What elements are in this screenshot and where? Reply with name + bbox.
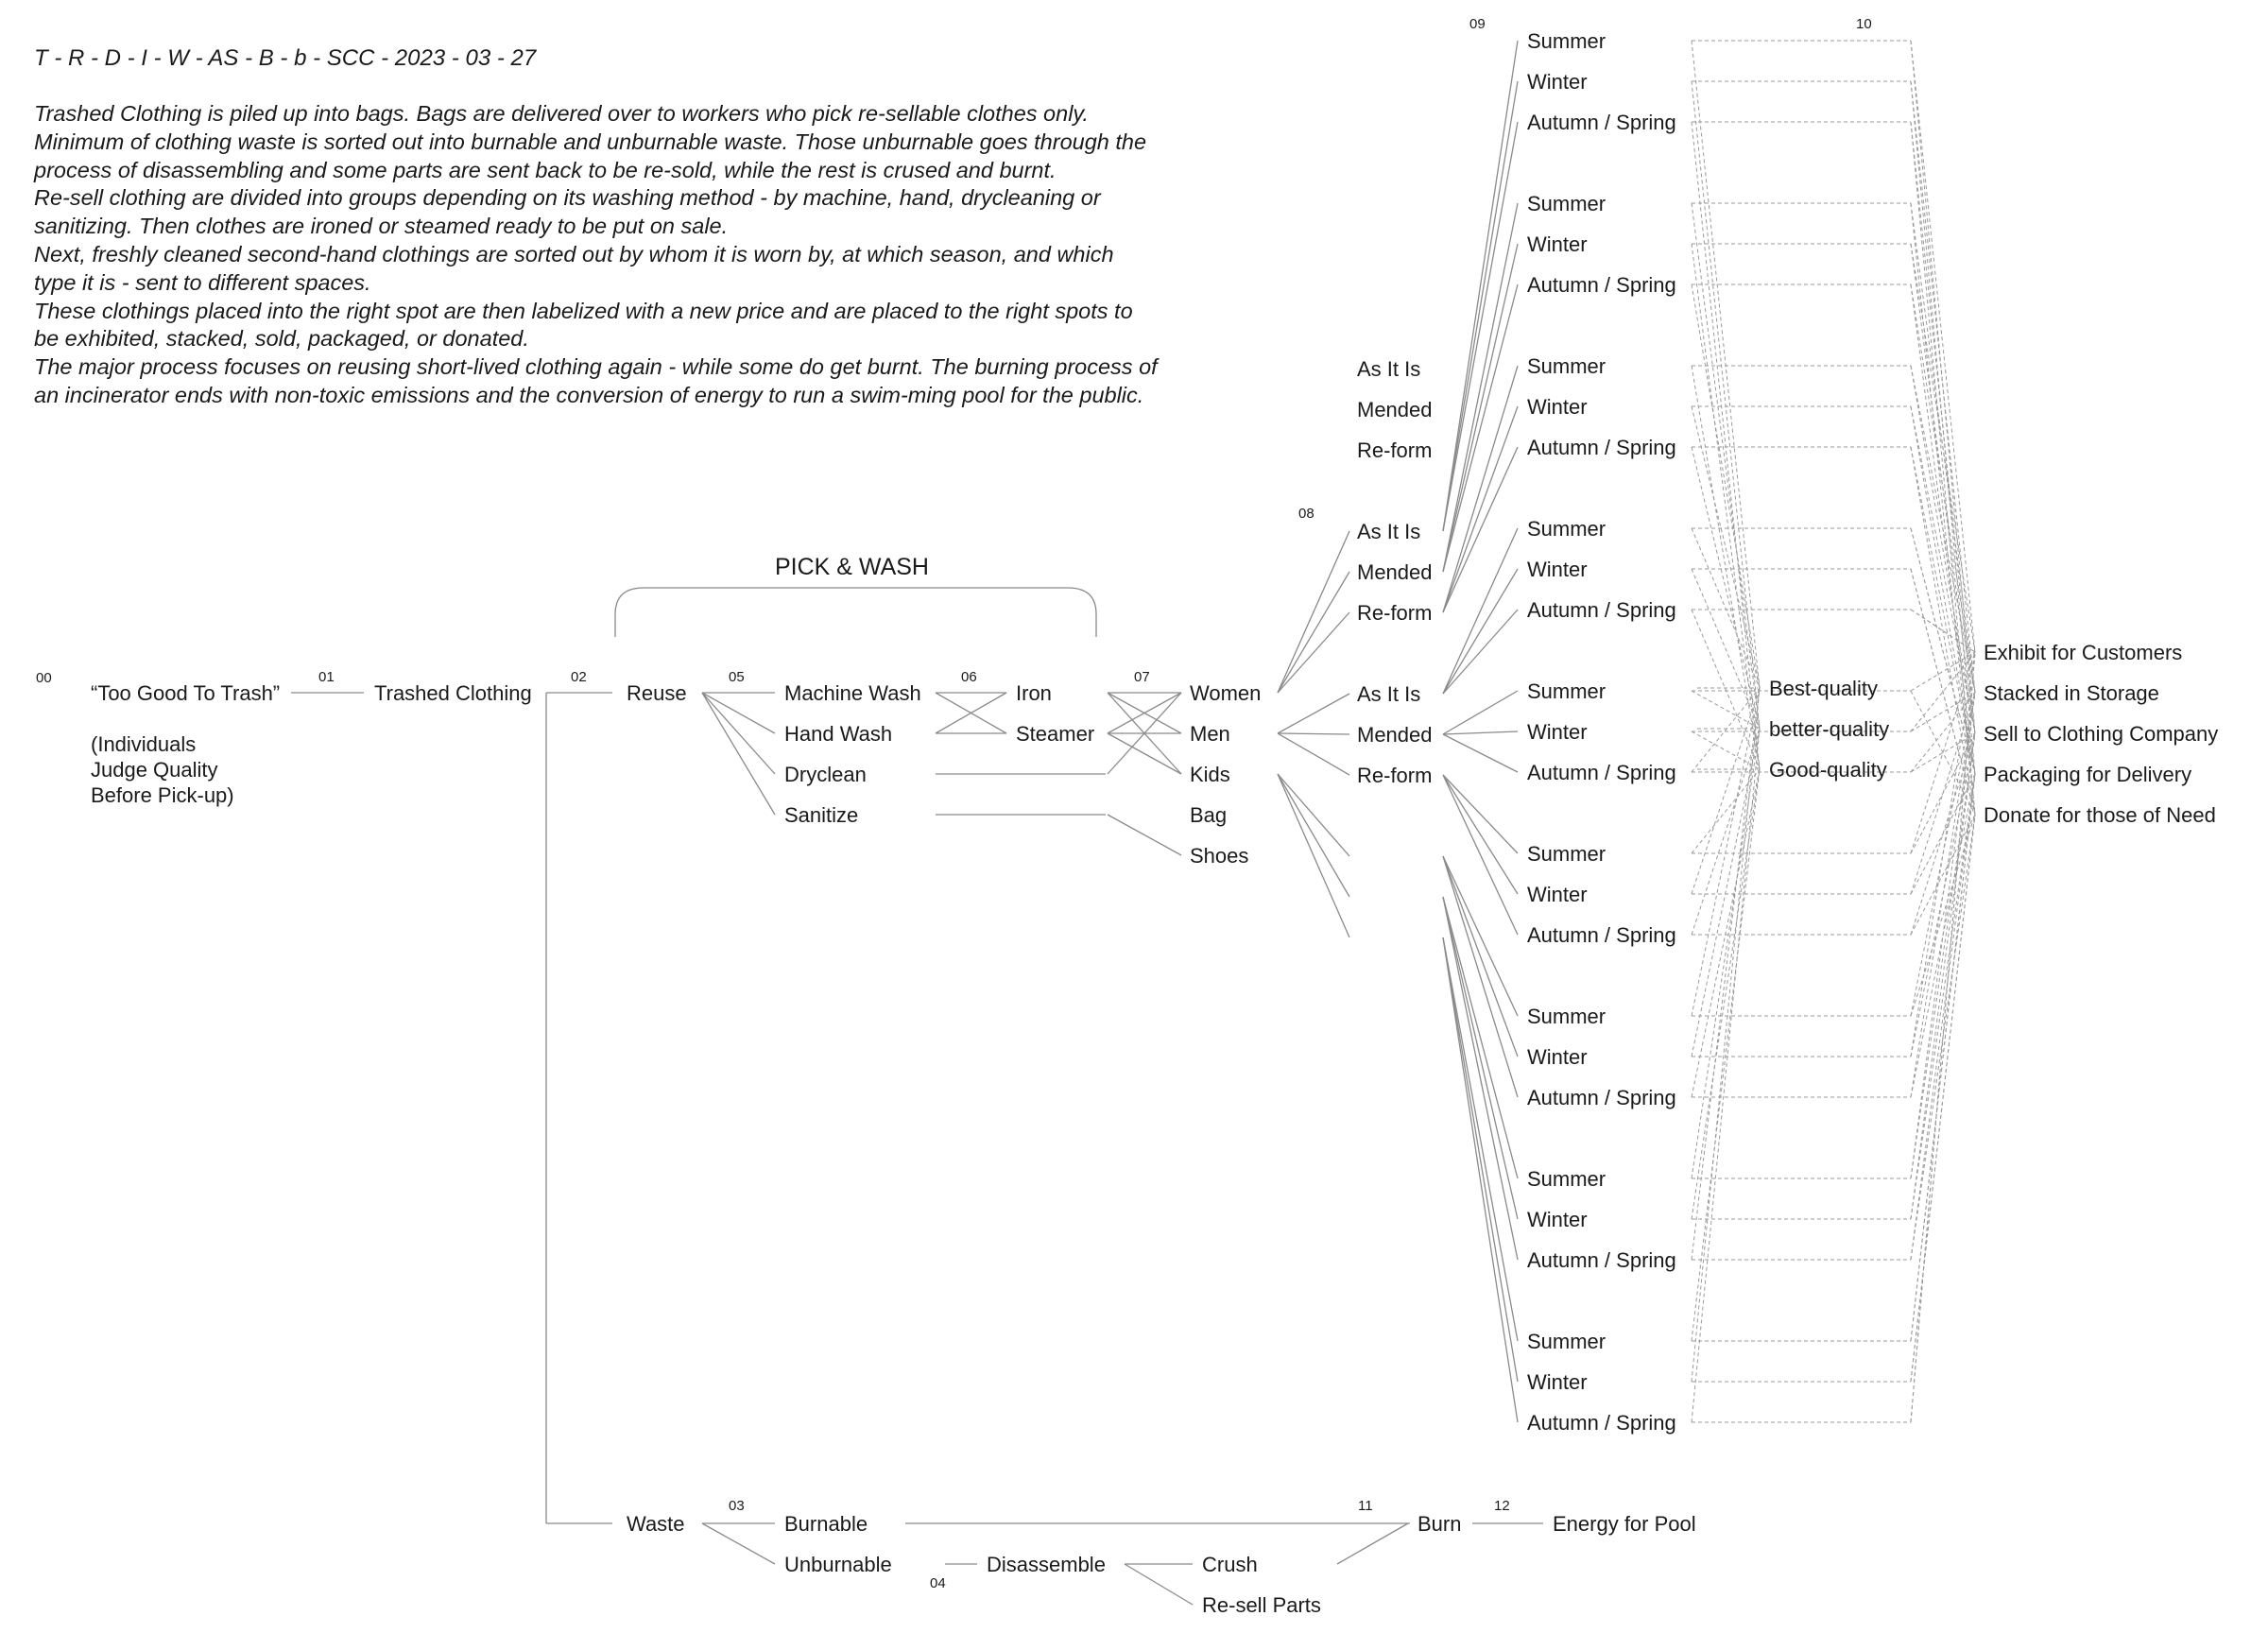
condition-nodes [1357,357,1433,787]
node-note-line: Judge Quality [91,758,218,782]
node-accessory-shoes: Shoes [1190,844,1249,868]
node-season-autumn-spring: Autumn / Spring [1527,273,1676,297]
node-season-winter: Winter [1527,720,1588,744]
step-number: 03 [729,1498,745,1514]
connector-line [1443,775,1518,853]
quality-dashed-line [1911,528,1975,774]
node-quality-better: better-quality [1769,717,1890,741]
quality-dashed-line [1911,733,1975,1178]
node-season-autumn-spring: Autumn / Spring [1527,1411,1676,1435]
node-season-winter: Winter [1527,1370,1588,1394]
node-press-iron: Iron [1016,681,1052,705]
node-wash-dryclean: Dryclean [784,763,867,786]
connector-lines [291,41,1543,1605]
document-code: T - R - D - I - W - AS - B - b - SCC - 2023 - 03 - 27 [34,45,537,71]
quality-dashed-line [1692,769,1760,1097]
connector-line [1443,856,1518,1016]
connector-line [1443,856,1518,1057]
season-nodes [1527,29,1676,1435]
node-destination-donate: Donate for those of Need [1984,803,2216,827]
node-season-summer: Summer [1527,192,1606,215]
connector-line [1443,610,1518,694]
node-condition-mended: Mended [1357,560,1433,584]
connector-line [702,693,775,774]
node-season-winter: Winter [1527,883,1588,906]
node-season-summer: Summer [1527,1330,1606,1353]
step-number: 10 [1856,16,1872,32]
node-condition-re-form: Re-form [1357,601,1433,625]
quality-dashed-line [1911,122,1975,815]
connector-line [1278,531,1349,693]
node-season-summer: Summer [1527,1005,1606,1028]
node-quality-good: Good-quality [1769,758,1887,782]
node-season-autumn-spring: Autumn / Spring [1527,436,1676,459]
quality-dashed-line [1692,688,1760,894]
step-number: 08 [1298,506,1314,522]
node-season-winter: Winter [1527,70,1588,94]
node-condition-as-it-is: As It Is [1357,682,1421,706]
node-season-autumn-spring: Autumn / Spring [1527,111,1676,134]
node-condition-mended: Mended [1357,398,1433,421]
node-burn: Burn [1418,1512,1462,1536]
quality-dashed-line [1692,366,1760,769]
node-press-steamer: Steamer [1016,722,1095,746]
node-season-winter: Winter [1527,232,1588,256]
step-number: 07 [1134,669,1150,685]
node-wearer-kids: Kids [1190,763,1230,786]
step-number: 04 [930,1575,946,1591]
quality-dashed-line [1911,774,1975,1341]
quality-dashed-line [1911,406,1975,733]
quality-dashed-line [1692,729,1760,1178]
node-condition-mended: Mended [1357,723,1433,747]
node-reuse: Reuse [627,681,687,705]
node-energy-for-pool: Energy for Pool [1553,1512,1696,1536]
connector-line [1278,774,1349,937]
step-number: 06 [961,669,977,685]
quality-dashed-line [1911,774,1975,1260]
node-waste: Waste [627,1512,685,1536]
quality-dashed-line [1692,769,1760,853]
quality-dashed-line [1692,41,1760,688]
quality-dashed-line [1692,528,1760,688]
node-trashed-clothing: Trashed Clothing [374,681,532,705]
node-season-summer: Summer [1527,1167,1606,1191]
connector-line [1278,774,1349,856]
connector-line [1443,244,1518,572]
node-season-winter: Winter [1527,558,1588,581]
connector-line [1108,815,1181,855]
node-season-summer: Summer [1527,842,1606,866]
connector-line [702,693,775,815]
step-number: 12 [1494,1498,1510,1514]
node-condition-re-form: Re-form [1357,764,1433,787]
node-destination-exhibit: Exhibit for Customers [1984,641,2183,664]
quality-dashed-line [1692,691,1760,729]
node-note-line: Before Pick-up) [91,783,234,807]
connector-line [1278,612,1349,693]
node-resell-parts: Re-sell Parts [1202,1593,1321,1617]
node-burnable: Burnable [784,1512,868,1536]
step-number: 02 [571,669,587,685]
node-destination-storage: Stacked in Storage [1984,681,2159,705]
quality-dashed-line [1692,769,1760,1219]
connector-line [1443,734,1518,772]
quality-dashed-line [1911,815,1975,1382]
node-season-winter: Winter [1527,1045,1588,1069]
node-wearer-men: Men [1190,722,1230,746]
connector-line [1278,733,1349,775]
quality-dashed-line [1911,693,1975,1016]
node-season-summer: Summer [1527,354,1606,378]
node-season-summer: Summer [1527,517,1606,541]
connector-line [1443,897,1518,1260]
quality-dashed-line [1911,366,1975,733]
connector-line [702,693,775,733]
connector-line [1278,733,1349,734]
node-unburnable: Unburnable [784,1553,892,1576]
connector-line [1443,81,1518,531]
connector-line [1443,366,1518,612]
connector-line [1278,572,1349,693]
node-condition-re-form: Re-form [1357,438,1433,462]
node-season-autumn-spring: Autumn / Spring [1527,761,1676,784]
connector-line [1443,731,1518,734]
quality-dashed-line [1692,610,1760,769]
connector-line [1443,775,1518,935]
description-paragraph: Next, freshly cleaned second-hand clothings are sorted out by whom it is worn by, at which season, and which type it is - sent to different spaces. [34,241,1114,295]
quality-dashed-line [1692,569,1760,729]
connector-line [1443,856,1518,1097]
node-wash-sanitize: Sanitize [784,803,859,827]
quality-dashed-line [1692,688,1760,772]
node-quality-best: Best-quality [1769,677,1878,700]
node-season-winter: Winter [1527,1208,1588,1231]
step-number: 05 [729,669,745,685]
quality-dashed-line [1911,569,1975,815]
quality-dashed-line [1911,693,1975,1178]
quality-dashed-line [1911,733,1975,1057]
pick-wash-bracket [615,588,1096,637]
node-too-good-to-trash: “Too Good To Trash” [91,681,281,705]
node-destination-packaging: Packaging for Delivery [1984,763,2192,786]
quality-dashed-line [1911,81,1975,693]
quality-dashed-line [1692,406,1760,688]
connector-line [1337,1523,1408,1564]
connector-line [1443,41,1518,531]
node-season-summer: Summer [1527,29,1606,53]
connector-line [1443,897,1518,1219]
connector-line [1443,203,1518,572]
node-disassemble: Disassemble [987,1553,1106,1576]
quality-dashed-line [1692,688,1760,1260]
group-label-pick-wash: PICK & WASH [775,554,929,580]
node-season-autumn-spring: Autumn / Spring [1527,598,1676,622]
connector-line [1108,733,1181,774]
node-condition-as-it-is: As It Is [1357,520,1421,543]
connector-line [1443,937,1518,1382]
connector-line [1278,774,1349,897]
step-number: 01 [318,669,335,685]
connector-line [1443,691,1518,734]
quality-dashed-line [1692,122,1760,769]
node-wash-machine: Machine Wash [784,681,921,705]
quality-dashed-line [1692,769,1760,1341]
step-number: 11 [1358,1498,1373,1514]
connector-line [1443,775,1518,894]
description-paragraph: Trashed Clothing is piled up into bags. Bags are delivered over to workers who pick re-sellable clothes only. Minimum of clothing waste is sorted out into burnable and unburnable waste. Those unburnable goes through the process of disassembling and some parts are sent back to be re-sold, while the rest is crused and burnt. [34,101,1147,182]
connector-line [702,1523,775,1564]
node-note-line: (Individuals [91,732,197,756]
node-condition-as-it-is: As It Is [1357,357,1421,381]
step-number: 00 [36,670,52,686]
connector-line [1125,1564,1193,1605]
node-crush: Crush [1202,1553,1258,1576]
node-season-winter: Winter [1527,395,1588,419]
description-paragraph: The major process focuses on reusing short-lived clothing again - while some do get burnt. The burning process of an incinerator ends with non-toxic emissions and the conversion of energy to run a swim-ming pool for the public. [34,354,1158,407]
node-season-summer: Summer [1527,679,1606,703]
node-season-autumn-spring: Autumn / Spring [1527,1248,1676,1272]
description-paragraph: These clothings placed into the right spot are then labelized with a new price and are placed to the right spots to be exhibited, stacked, sold, packaged, or donated. [34,298,1133,352]
step-number: 09 [1469,16,1486,32]
node-destination-sell: Sell to Clothing Company [1984,722,2219,746]
quality-dashed-line [1692,729,1760,1057]
node-wearer-women: Women [1190,681,1262,705]
quality-dashed-line [1911,733,1975,1219]
description-paragraph: Re-sell clothing are divided into groups depending on its washing method - by machine, hand, drycleaning or sanitizing. Then clothes are ironed or steamed ready to be put on sale. [34,185,1101,239]
node-accessory-bag: Bag [1190,803,1228,827]
node-season-autumn-spring: Autumn / Spring [1527,923,1676,947]
node-season-autumn-spring: Autumn / Spring [1527,1086,1676,1109]
connector-line [1278,694,1349,733]
connector-line [1443,528,1518,694]
connector-line [1443,937,1518,1341]
node-wash-hand: Hand Wash [784,722,893,746]
quality-dashed-line [1692,81,1760,729]
connector-line [1443,406,1518,612]
connector-line [1443,937,1518,1422]
